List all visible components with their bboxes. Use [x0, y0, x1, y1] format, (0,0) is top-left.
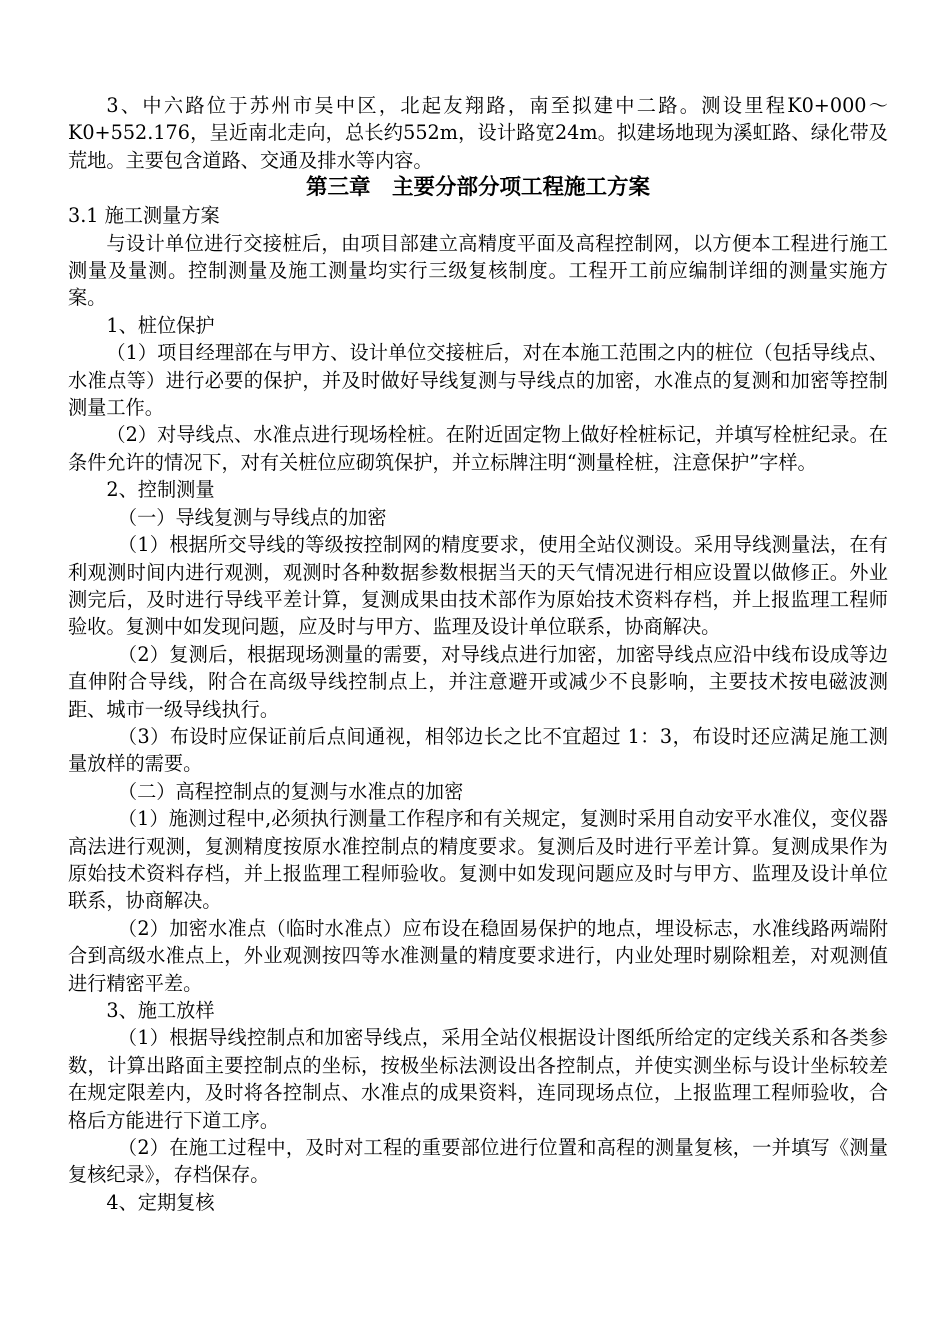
intro-paragraph: 3、中六路位于苏州市吴中区，北起友翔路，南至拟建中二路。测设里程K0+000～K0+552.176，呈近南北走向，总长约552m，设计路宽24m。拟建场地现为溪虹路、绿化带及荒地。主要包含道路、交通及排水等内容。	[68, 94, 888, 172]
traverse-item-1: （1）根据所交导线的等级按控制网的精度要求，使用全站仪测设。采用导线测量法，在有利观测时间内进行观测，观测时各种数据参数根据当天的天气情况进行相应设置以做修正。外业测完后，及时进行导线平差计算，复测成果由技术部作为原始技术资料存档，并上报监理工程师验收。复测中如发现问题，应及时与甲方、监理及设计单位联系，协商解决。	[68, 533, 888, 639]
heading-traverse: （一）导线复测与导线点的加密	[117, 505, 387, 529]
layout-item-1: （1）根据导线控制点和加密导线点，采用全站仪根据设计图纸所给定的定线关系和各类参数，计算出路面主要控制点的坐标，按极坐标法测设出各控制点，并使实测坐标与设计坐标较差在规定限差内，及时将各控制点、水准点的成果资料，连同现场点位，上报监理工程师验收，合格后方能进行下道工序。	[68, 1026, 888, 1132]
section-title: 3.1 施工测量方案	[68, 204, 220, 228]
pile-protection-item-2: （2）对导线点、水准点进行现场栓桩。在附近固定物上做好栓桩标记，并填写栓桩纪录。在条件允许的情况下，对有关桩位应砌筑保护，并立标牌注明“测量栓桩，注意保护”字样。	[68, 423, 888, 474]
traverse-item-2: （2）复测后，根据现场测量的需要，对导线点进行加密，加密导线点应沿中线布设成等边直伸附合导线，附合在高级导线控制点上，并注意避开或减少不良影响，主要技术按电磁波测距、城市一级导线执行。	[68, 642, 888, 721]
heading-pile-protection: 1、桩位保护	[106, 313, 215, 337]
chapter-title: 第三章 主要分部分项工程施工方案	[305, 175, 650, 201]
document-page	[68, 92, 888, 1216]
elevation-item-2: （2）加密水准点（临时水准点）应布设在稳固易保护的地点，埋设标志，水准线路两端附合到高级水准点上，外业观测按四等水准测量的精度要求进行，内业处理时剔除粗差，对观测值进行精密平差。	[68, 916, 888, 995]
heading-elevation-control: （二）高程控制点的复测与水准点的加密	[117, 779, 464, 803]
layout-item-2: （2）在施工过程中，及时对工程的重要部位进行位置和高程的测量复核，一并填写《测量复核纪录》，存档保存。	[68, 1136, 888, 1187]
heading-construction-layout: 3、施工放样	[106, 999, 215, 1022]
heading-periodic-review: 4、定期复核	[106, 1190, 215, 1214]
section-intro-paragraph: 与设计单位进行交接桩后，由项目部建立高精度平面及高程控制网，以方便本工程进行施工测量及量测。控制测量及施工测量均实行三级复核制度。工程开工前应编制详细的测量实施方案。	[68, 231, 888, 310]
pile-protection-item-1: （1）项目经理部在与甲方、设计单位交接桩后，对在本施工范围之内的桩位（包括导线点、水准点等）进行必要的保护，并及时做好导线复测与导线点的加密，水准点的复测和加密等控制测量工作。	[68, 341, 888, 420]
heading-control-survey: 2、控制测量	[106, 478, 215, 502]
traverse-item-3: （3）布设时应保证前后点间通视，相邻边长之比不宜超过 1：3，布设时还应满足施工测量放样的需要。	[68, 724, 888, 776]
elevation-item-1: （1）施测过程中,必须执行测量工作程序和有关规定，复测时采用自动安平水准仪，变仪器高法进行观测，复测精度按原水准控制点的精度要求。复测后及时进行平差计算。复测成果作为原始技术资料存档，并上报监理工程师验收。复测中如发现问题应及时与甲方、监理及设计单位联系，协商解决。	[68, 807, 888, 913]
